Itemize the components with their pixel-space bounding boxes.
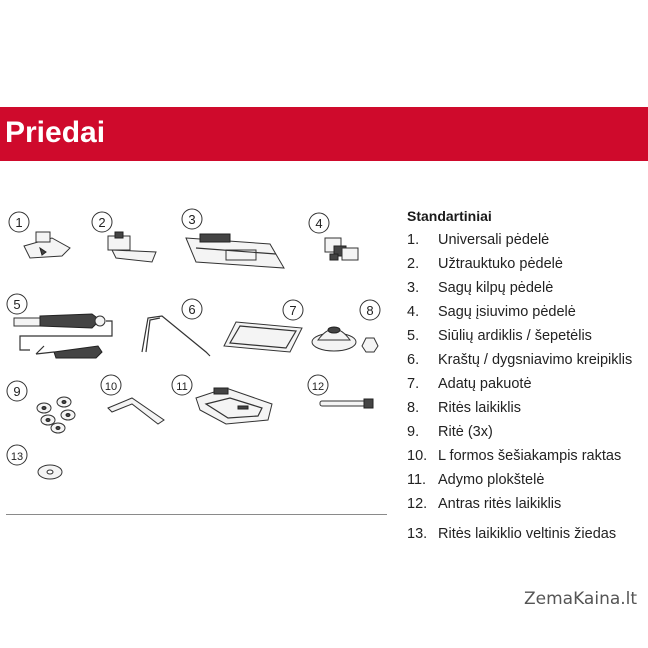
button-sewing-foot-drawing [325, 238, 358, 260]
svg-text:2: 2 [98, 215, 106, 230]
callout-11 [172, 375, 192, 395]
list-item: 13. Ritės laikiklio veltinis žiedas [407, 526, 617, 542]
callout-1 [9, 212, 29, 232]
svg-text:1: 1 [15, 215, 23, 230]
callout-4 [309, 213, 329, 233]
svg-text:3: 3 [188, 212, 196, 227]
list-item: 8. Ritės laikiklis [407, 400, 521, 416]
list-item: 6. Kraštų / dygsniavimo kreipiklis [407, 352, 633, 368]
list-item: 10. L formos šešiakampis raktas [407, 448, 622, 464]
svg-text:8: 8 [366, 303, 374, 318]
list-item: 9. Ritė (3x) [407, 424, 493, 440]
page-title: Priedai [5, 116, 106, 149]
list-item: 7. Adatų pakuotė [407, 376, 532, 392]
bobbins-drawing [37, 397, 75, 433]
second-spool-holder-drawing [320, 399, 373, 408]
callout-7 [283, 300, 303, 320]
standard-accessories-heading: Standartiniai [407, 208, 492, 224]
svg-text:12: 12 [311, 381, 325, 393]
svg-text:9: 9 [13, 384, 21, 399]
list-item: 2. Užtrauktuko pėdelė [407, 256, 563, 272]
divider-line [6, 514, 387, 515]
list-item: 3. Sagų kilpų pėdelė [407, 280, 554, 296]
accessories-illustration [0, 200, 400, 500]
svg-text:10: 10 [104, 381, 118, 393]
seam-ripper-brush-drawing [14, 314, 112, 358]
needle-pack-drawing [224, 322, 302, 352]
callout-8 [360, 300, 380, 320]
buttonhole-foot-drawing [186, 234, 284, 268]
svg-text:6: 6 [188, 302, 196, 317]
svg-text:7: 7 [289, 303, 297, 318]
svg-text:11: 11 [176, 381, 188, 393]
zipper-foot-drawing [108, 232, 156, 262]
basting-plate-drawing [196, 388, 272, 424]
felt-ring-drawing [38, 465, 62, 479]
list-item: 5. Siūlių ardiklis / šepetėlis [407, 328, 592, 344]
svg-text:5: 5 [13, 297, 21, 312]
spool-holder-drawing [312, 327, 378, 352]
edge-guide-drawing [142, 316, 210, 356]
svg-text:4: 4 [315, 216, 323, 231]
list-item: 11. Adymo plokštelė [407, 472, 545, 488]
callout-9 [7, 381, 27, 401]
callout-3 [182, 209, 202, 229]
callout-2 [92, 212, 112, 232]
list-item: 4. Sagų įsiuvimo pėdelė [407, 304, 576, 320]
callout-6 [182, 299, 202, 319]
list-item: 12. Antras ritės laikiklis [407, 496, 562, 512]
callout-12 [308, 375, 328, 395]
list-item: 1. Universali pėdelė [407, 232, 550, 248]
callout-10 [101, 375, 121, 395]
watermark: ZemaKaina.lt [524, 589, 638, 609]
svg-text:13: 13 [10, 451, 24, 463]
callout-5 [7, 294, 27, 314]
title-banner [0, 107, 648, 161]
callout-13 [7, 445, 27, 465]
universal-foot-drawing [24, 232, 70, 258]
hex-key-drawing [108, 398, 164, 424]
